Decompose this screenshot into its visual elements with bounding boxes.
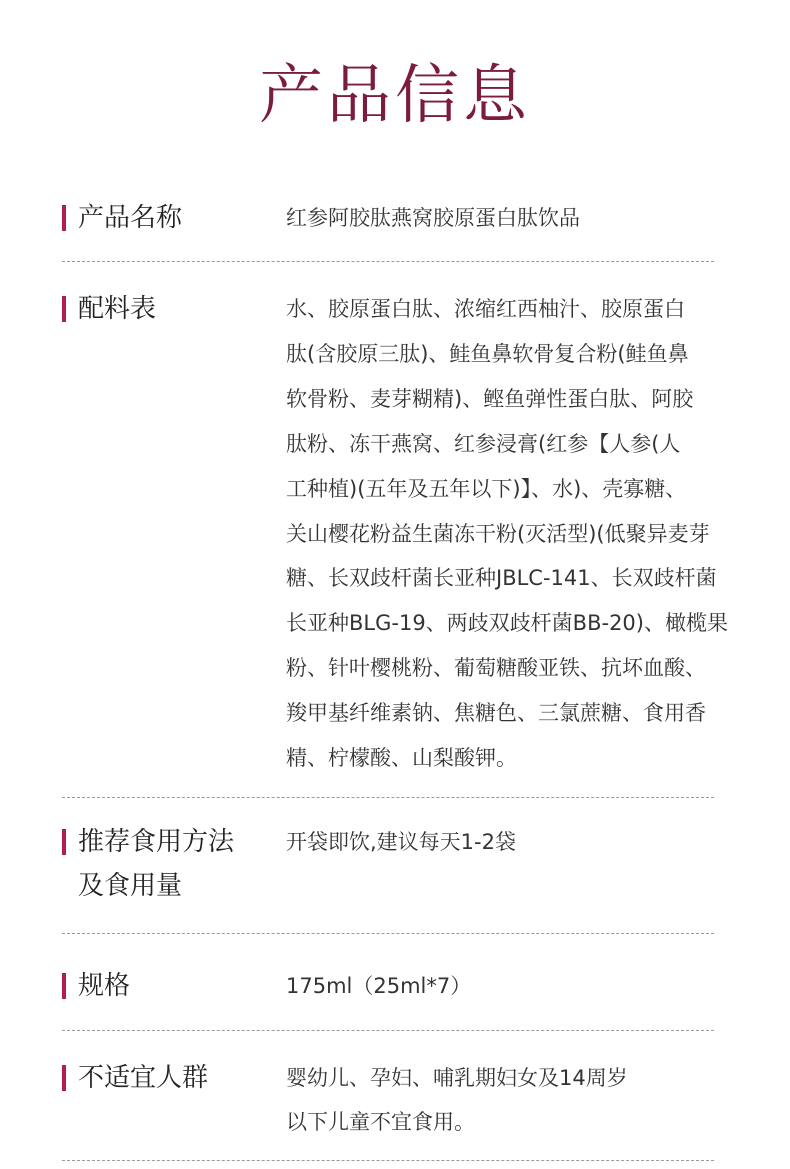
value-line: 软骨粉、麦芽糊精)、鲣鱼弹性蛋白肽、阿胶 [286,386,694,411]
value-line: 肽(含胶原三肽)、鲑鱼鼻软骨复合粉(鲑鱼鼻 [286,341,689,366]
row-divider [62,261,714,262]
info-label-text: 产品名称 [78,203,183,233]
value-line: 开袋即饮,建议每天1-2袋 [286,830,516,854]
value-line: 精、柠檬酸、山梨酸钾。 [286,746,517,771]
value-line: 粉、针叶樱桃粉、葡萄糖酸亚铁、抗坏血酸、 [286,656,706,681]
value-line: 糖、长双歧杆菌长亚种JBLC-141、长双歧杆菌 [286,566,717,591]
info-value [286,196,756,240]
info-label-text: 配料表 [78,294,157,324]
value-line: 肽粉、冻干燕窝、红参浸膏(红参【人参(人 [286,431,681,456]
info-row-ingredients [62,287,752,777]
value-line: 工种植)(五年及五年以下)】、水)、壳寡糖、 [286,476,687,501]
value-line: 水、胶原蛋白肽、浓缩红西柚汁、胶原蛋白 [286,297,685,321]
info-row-unsuitable [62,1056,752,1146]
value-line: 关山樱花粉益生菌冻干粉(灭活型)(低聚异麦芽 [286,521,710,546]
value-line: 羧甲基纤维素钠、焦糖色、三氯蔗糖、食用香 [286,701,706,726]
label-accent-bar [62,205,66,231]
row-divider [62,1160,714,1161]
value-line: 婴幼儿、孕妇、哺乳期妇女及14周岁 [286,1066,628,1090]
info-label-text: 不适宜人群 [78,1063,209,1093]
row-divider [62,1030,714,1031]
label-accent-bar [62,296,66,322]
value-line: 175ml（25ml*7） [286,974,472,998]
value-line: 以下儿童不宜食用。 [286,1110,475,1134]
info-label-text: 规格 [78,971,131,1001]
row-divider [62,797,714,798]
label-accent-bar [62,1065,66,1091]
info-value [286,287,756,781]
label-accent-bar [62,829,66,855]
info-row-spec [62,964,752,1008]
page-title: 产品信息 [259,59,531,133]
info-label-text: 推荐食用方法 及食用量 [78,827,235,901]
info-row-product-name [62,196,752,240]
row-divider [62,933,714,934]
info-value [286,1056,756,1144]
value-line: 长亚种BLG-19、两歧双歧杆菌BB-20)、橄榄果 [286,611,728,636]
value-line: 红参阿胶肽燕窝胶原蛋白肽饮品 [286,206,580,230]
info-row-usage [62,820,752,910]
info-value [286,964,756,1008]
label-accent-bar [62,973,66,999]
info-value [286,820,756,864]
